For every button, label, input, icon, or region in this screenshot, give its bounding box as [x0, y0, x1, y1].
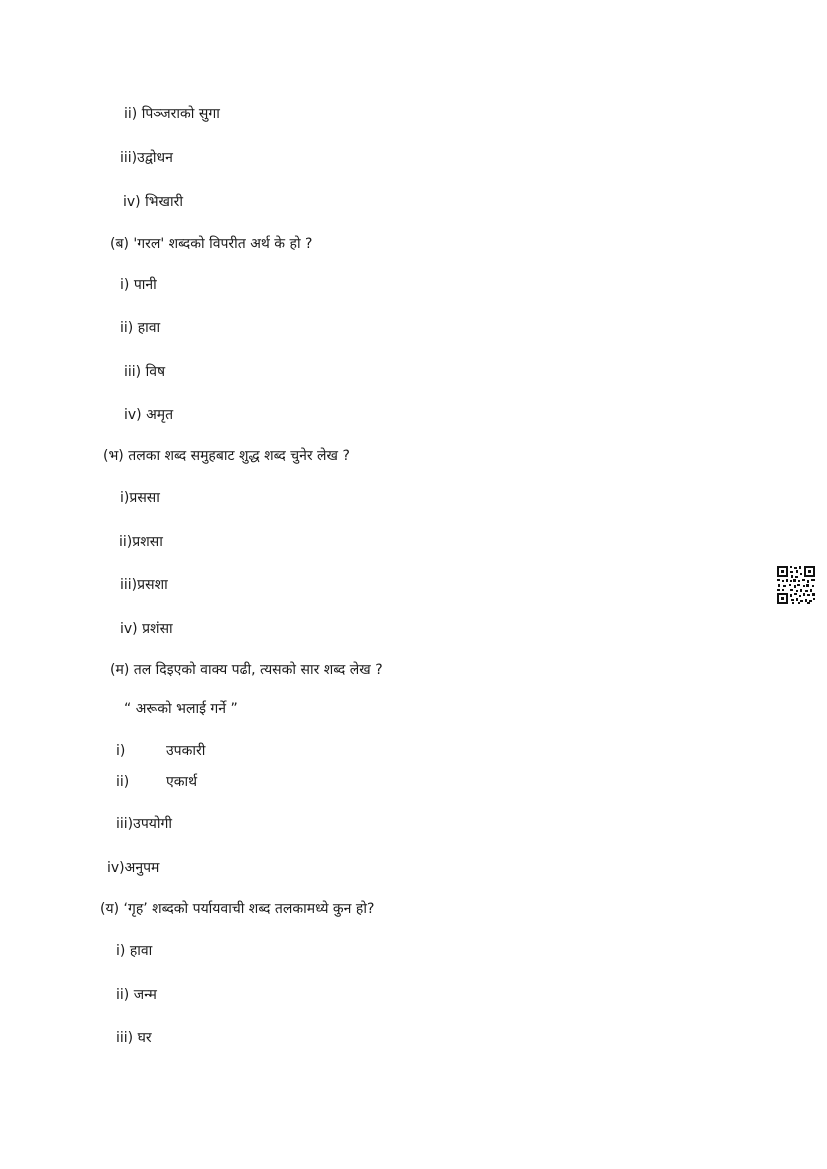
option-number: iv)	[124, 407, 142, 423]
option-text: प्रशसा	[132, 534, 163, 550]
option-text: पानी	[133, 277, 157, 293]
option-text: हावा	[137, 320, 161, 336]
option-line	[119, 533, 163, 551]
option-line	[116, 1029, 152, 1047]
option-line	[116, 773, 197, 791]
option-number: ii)	[120, 320, 134, 336]
question-number: (म)	[110, 662, 130, 678]
option-line	[120, 149, 173, 167]
option-line	[124, 363, 165, 381]
option-line	[124, 105, 220, 123]
option-number: i)	[116, 943, 126, 959]
option-line	[116, 815, 172, 833]
option-number: iv)	[120, 621, 138, 637]
option-number: iii)	[120, 150, 138, 166]
option-number: i)	[120, 277, 130, 293]
option-text: उपकारी	[166, 743, 206, 759]
option-text: उपयोगी	[133, 816, 173, 832]
option-number: ii)	[124, 106, 138, 122]
option-text: विष	[145, 364, 166, 380]
option-number: ii)	[116, 987, 130, 1003]
question-line	[103, 447, 350, 465]
question-number: (भ)	[103, 448, 124, 464]
option-line	[124, 406, 173, 424]
question-number: (ब)	[110, 236, 129, 252]
option-text: भिखारी	[145, 194, 183, 210]
option-text: जन्म	[133, 987, 157, 1003]
option-number: iii)	[120, 577, 138, 593]
quoted-phrase-text: “ अरूको भलाई गर्ने ”	[124, 701, 238, 717]
question-text: तलका शब्द समुहबाट शुद्ध शब्द चुनेर लेख ?	[128, 448, 350, 464]
option-line	[107, 859, 159, 877]
option-text: हावा	[129, 943, 153, 959]
option-text: पिञ्जराको सुगा	[141, 106, 220, 122]
option-text: प्रसशा	[137, 577, 168, 593]
option-text: घर	[137, 1030, 152, 1046]
option-line	[120, 576, 168, 594]
question-line	[110, 235, 312, 253]
option-line	[120, 276, 157, 294]
option-text: अमृत	[146, 407, 174, 423]
question-text: तल दिइएको वाक्य पढी, त्यसको सार शब्द लेख ?	[133, 662, 383, 678]
option-text: प्रशंसा	[142, 621, 173, 637]
option-text: एकार्थ	[166, 774, 198, 790]
option-text: प्रससा	[129, 490, 160, 506]
option-number: i)	[116, 743, 126, 759]
question-number: (य)	[100, 901, 120, 917]
option-number: iii)	[116, 816, 134, 832]
question-line	[110, 661, 383, 679]
option-number: iv)	[107, 860, 125, 876]
option-number: i)	[120, 490, 130, 506]
option-number: iii)	[116, 1030, 134, 1046]
option-number: iv)	[123, 194, 141, 210]
option-line	[116, 942, 152, 960]
option-text: अनुपम	[124, 860, 160, 876]
question-text: ‘गृह’ शब्दको पर्यायवाची शब्द तलकामध्ये कुन हो?	[123, 901, 375, 917]
option-text: उद्वोधन	[137, 150, 173, 166]
option-line	[120, 489, 160, 507]
option-line	[116, 986, 157, 1004]
option-number: ii)	[119, 534, 133, 550]
option-line	[120, 319, 160, 337]
quoted-phrase	[124, 700, 238, 718]
option-number: ii)	[116, 774, 130, 790]
qr-code-icon	[776, 565, 816, 605]
option-number: iii)	[124, 364, 142, 380]
question-text: 'गरल' शब्दको विपरीत अर्थ के हो ?	[133, 236, 313, 252]
option-line	[116, 742, 205, 760]
option-line	[120, 620, 173, 638]
question-line	[100, 900, 374, 918]
option-line	[123, 193, 183, 211]
